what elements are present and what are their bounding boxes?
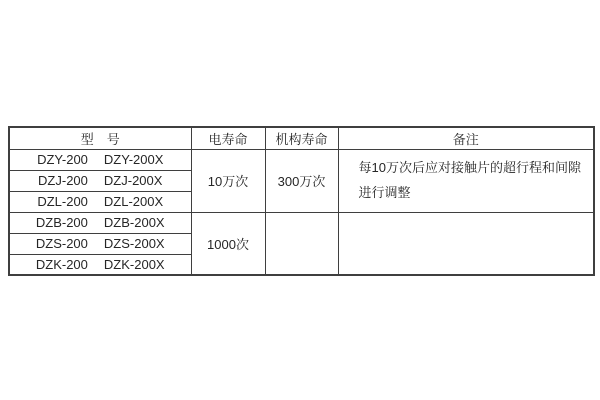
remarks-cell-group1 — [338, 149, 594, 212]
model-number: DZL-200 — [37, 194, 88, 209]
remarks-cell-group2 — [338, 212, 594, 275]
model-number: DZS-200 — [35, 236, 88, 251]
model-number: DZJ-200 — [38, 173, 88, 188]
model-cell — [9, 170, 191, 191]
model-cell — [9, 212, 191, 233]
table-row — [9, 149, 594, 170]
remark-line: 每10万次后应对接触片的超行程和间隙 — [358, 160, 581, 175]
mechanism-life-cell-group2 — [265, 212, 338, 275]
model-cell — [9, 191, 191, 212]
model-number: DZJ-200X — [103, 173, 163, 188]
spec-table-container — [8, 126, 593, 276]
model-number: DZB-200X — [103, 215, 165, 230]
model-number: DZK-200 — [35, 256, 88, 272]
table-header-row — [9, 127, 594, 149]
model-number: DZK-200X — [103, 256, 165, 272]
col-header-remarks: 备注 — [338, 127, 594, 149]
model-cell — [9, 233, 191, 254]
electrical-life-cell-group2: 1000次 — [191, 212, 265, 275]
col-header-electrical-life: 电寿命 — [191, 127, 265, 149]
col-header-mechanism-life: 机构寿命 — [265, 127, 338, 149]
model-number: DZS-200X — [103, 236, 165, 251]
mechanism-life-cell-group1: 300万次 — [265, 149, 338, 212]
col-header-model: 型 号 — [9, 127, 191, 149]
model-number: DZY-200X — [103, 152, 164, 167]
model-number: DZL-200X — [103, 194, 164, 209]
model-cell — [9, 254, 191, 275]
model-number: DZY-200 — [37, 152, 88, 167]
remark-line: 进行调整 — [358, 185, 411, 200]
relay-lifespan-table — [8, 126, 595, 276]
model-cell — [9, 149, 191, 170]
electrical-life-cell-group1: 10万次 — [191, 149, 265, 212]
model-number: DZB-200 — [35, 215, 88, 230]
table-row — [9, 212, 594, 233]
